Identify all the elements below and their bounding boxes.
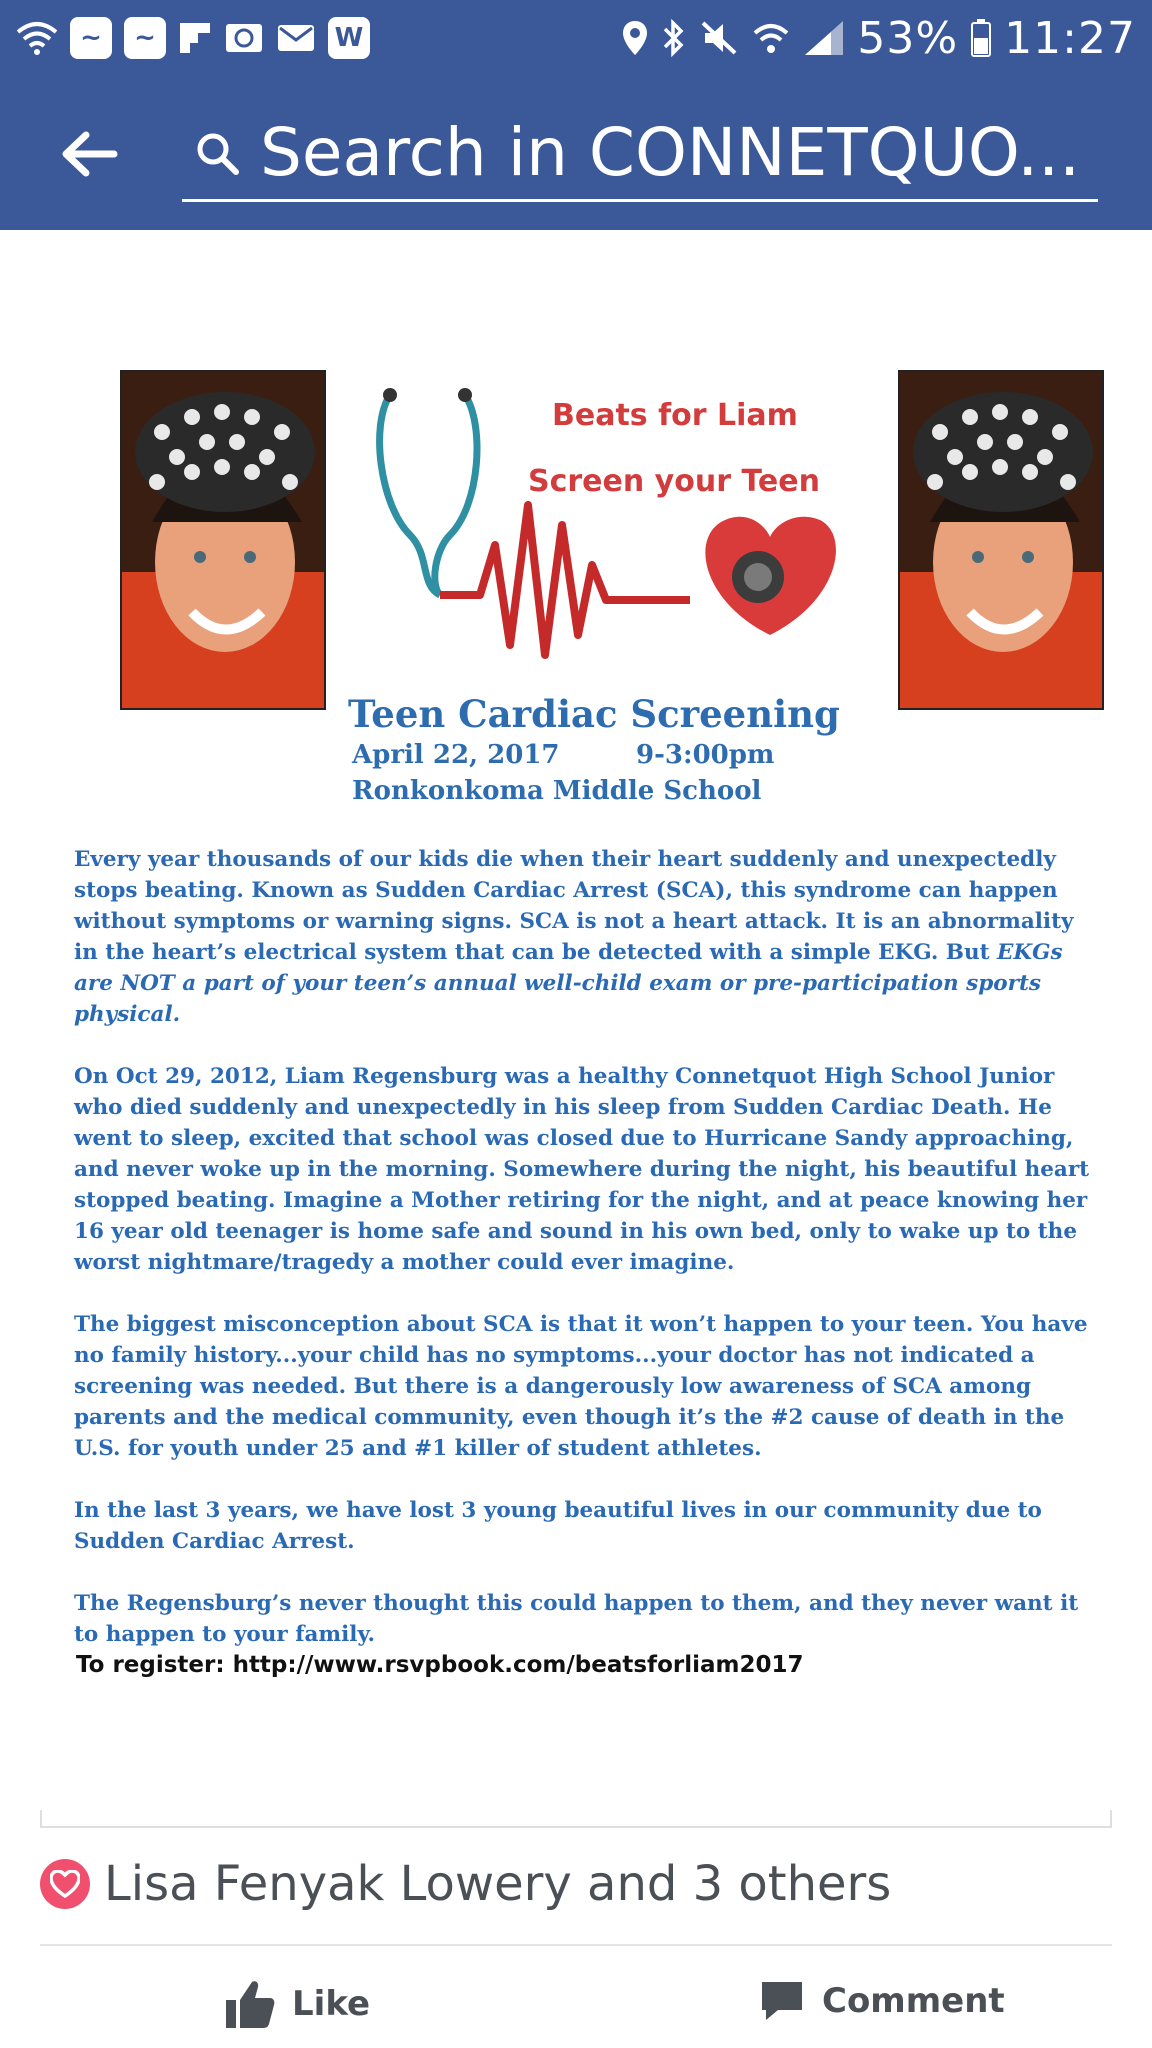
paragraph-family-message: The Regensburg’s never thought this could happen to them, and they never want it to happen to your family. bbox=[74, 1591, 1079, 1647]
word-app-icon: W bbox=[328, 17, 370, 59]
event-date: April 22, 2017 bbox=[352, 740, 560, 770]
location-icon bbox=[621, 19, 649, 57]
search-query: Search in CONNETQUO... bbox=[260, 114, 1081, 191]
like-label: Like bbox=[292, 1984, 371, 2024]
poster-body bbox=[74, 844, 1094, 1681]
wifi-signal-icon bbox=[751, 19, 791, 57]
comment-label: Comment bbox=[822, 1981, 1005, 2021]
event-location: Ronkonkoma Middle School bbox=[352, 776, 762, 806]
search-icon bbox=[194, 130, 240, 176]
paragraph-community-loss: In the last 3 years, we have lost 3 young beautiful lives in our community due to Sudden Cardiac Arrest. bbox=[74, 1498, 1042, 1554]
status-right-icons bbox=[621, 13, 1136, 64]
bluetooth-icon bbox=[661, 19, 687, 57]
wifi-icon bbox=[16, 20, 58, 56]
event-headline: Teen Cardiac Screening bbox=[348, 692, 840, 736]
comment-button[interactable] bbox=[758, 1978, 1005, 2024]
like-button[interactable] bbox=[224, 1978, 370, 2030]
app-notification-icon: ~ bbox=[124, 17, 166, 59]
register-link-text: To register: http://www.rsvpbook.com/beatsforliam2017 bbox=[76, 1652, 804, 1678]
back-button[interactable] bbox=[52, 118, 124, 190]
battery-percent: 53% bbox=[857, 12, 959, 64]
email-icon bbox=[276, 23, 316, 53]
battery-icon bbox=[970, 18, 992, 58]
reactions-text: Lisa Fenyak Lowery and 3 others bbox=[104, 1856, 892, 1912]
clock: 11:27 bbox=[1004, 12, 1136, 64]
paragraph-misconception: The biggest misconception about SCA is that it won’t happen to your teen. You have no family history...your child has no symptoms...your doctor has not indicated a screening was needed. But there is a dangerously low awareness of SCA among parents and the medical community, even though it’s the #2 cause of death in the U.S. for youth under 25 and #1 killer of student athletes. bbox=[74, 1312, 1088, 1461]
banner-title: Beats for Liam bbox=[552, 398, 798, 433]
event-time: 9-3:00pm bbox=[636, 740, 775, 770]
cell-signal-icon bbox=[803, 19, 845, 57]
stethoscope-heart-graphic bbox=[370, 385, 850, 685]
paragraph-sca-intro: Every year thousands of our kids die when their heart suddenly and unexpectedly stops beating. Known as Sudden Cardiac Arrest (SCA), this syndrome can happen without symptoms or warning signs. SCA is not a heart attack. It is an abnormality in the heart’s electrical system that can be detected with a simple EKG. But EKGs are NOT a part of your teen’s annual well-child exam or pre-participation sports physical. bbox=[74, 847, 1074, 1027]
flipboard-icon bbox=[178, 21, 212, 55]
love-reaction-icon bbox=[40, 1859, 90, 1909]
status-bar bbox=[0, 0, 1152, 76]
back-arrow-icon bbox=[58, 129, 118, 179]
post-image[interactable] bbox=[0, 230, 1152, 1810]
divider bbox=[40, 1944, 1112, 1946]
app-bar bbox=[0, 76, 1152, 230]
search-field[interactable] bbox=[182, 106, 1098, 202]
thumbs-up-icon bbox=[224, 1978, 276, 2030]
app-notification-icon: ~ bbox=[70, 17, 112, 59]
banner-subtitle: Screen your Teen bbox=[528, 464, 820, 499]
mute-icon bbox=[699, 19, 739, 57]
liam-photo-right bbox=[898, 370, 1104, 710]
reactions-summary[interactable] bbox=[40, 1856, 891, 1912]
comment-icon bbox=[758, 1978, 806, 2024]
liam-photo-left bbox=[120, 370, 326, 710]
paragraph-ekg-note: EKGs are NOT a part of your teen’s annual well-child exam or pre-participation sports physical. bbox=[74, 940, 1063, 1027]
at-mail-icon bbox=[224, 21, 264, 55]
status-left-icons bbox=[16, 17, 370, 59]
post-image-frame bbox=[40, 1810, 1112, 1828]
paragraph-liam-story: On Oct 29, 2012, Liam Regensburg was a healthy Connetquot High School Junior who died suddenly and unexpectedly in his sleep from Sudden Cardiac Death. He went to sleep, excited that school was closed due to Hurricane Sandy approaching, and never woke up in the morning. Somewhere during the night, his beautiful heart stopped beating. Imagine a Mother retiring for the night, and at peace knowing her 16 year old teenager is home safe and sound in his own bed, only to wake up to the worst nightmare/tragedy a mother could ever imagine. bbox=[74, 1064, 1090, 1275]
